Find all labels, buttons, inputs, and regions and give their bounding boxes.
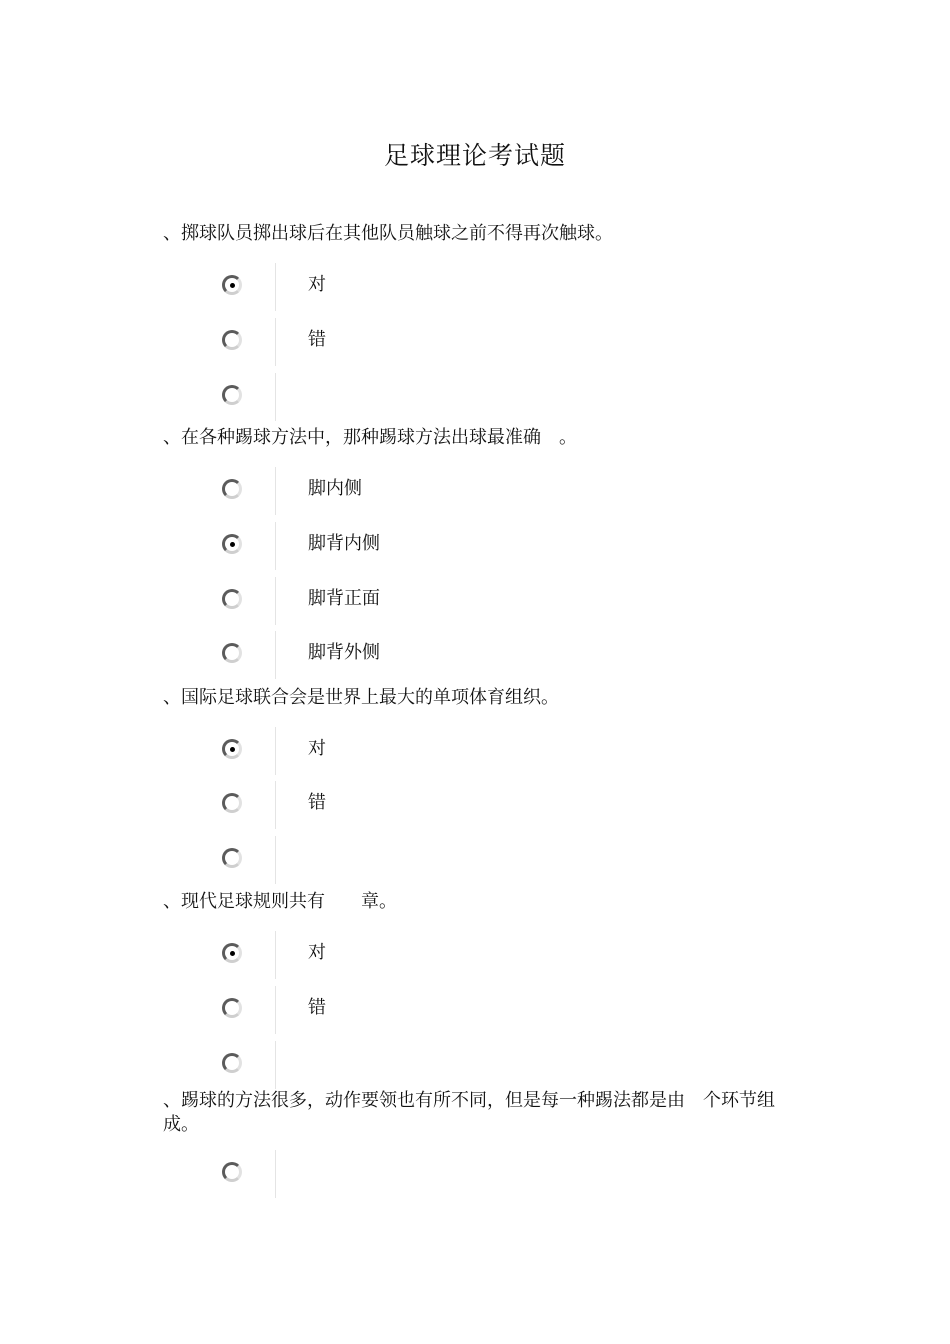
divider — [275, 986, 276, 1034]
radio-icon[interactable] — [222, 1053, 242, 1073]
question-1: 、掷球队员掷出球后在其他队员触球之前不得再次触球。 — [163, 223, 613, 244]
option-label: 错 — [308, 792, 326, 813]
question-3: 、国际足球联合会是世界上最大的单项体育组织。 — [163, 687, 559, 708]
radio-icon[interactable] — [222, 385, 242, 405]
radio-icon[interactable] — [222, 1162, 242, 1182]
divider — [275, 467, 276, 515]
radio-icon[interactable] — [222, 589, 242, 609]
divider — [275, 318, 276, 366]
q3-option-3[interactable] — [218, 836, 618, 884]
q2-option-4[interactable] — [218, 631, 618, 679]
q5-option-1[interactable] — [218, 1150, 618, 1198]
radio-checked-icon[interactable] — [222, 739, 242, 759]
divider — [275, 836, 276, 884]
divider — [275, 1041, 276, 1089]
divider — [275, 263, 276, 311]
option-label: 对 — [308, 738, 326, 759]
divider — [275, 522, 276, 570]
divider — [275, 577, 276, 625]
radio-icon[interactable] — [222, 643, 242, 663]
q1-option-1[interactable] — [218, 263, 618, 311]
divider — [275, 727, 276, 775]
divider — [275, 373, 276, 421]
radio-icon[interactable] — [222, 793, 242, 813]
option-label: 脚背正面 — [308, 588, 380, 609]
question-2: 、在各种踢球方法中，那种踢球方法出球最准确 。 — [163, 427, 577, 448]
q2-option-1[interactable] — [218, 467, 618, 515]
divider — [275, 931, 276, 979]
q4-option-1[interactable] — [218, 931, 618, 979]
radio-icon[interactable] — [222, 848, 242, 868]
divider — [275, 631, 276, 679]
q1-option-2[interactable] — [218, 318, 618, 366]
radio-icon[interactable] — [222, 330, 242, 350]
q1-option-3[interactable] — [218, 373, 618, 421]
option-label: 脚内侧 — [308, 478, 362, 499]
q2-option-2[interactable] — [218, 522, 618, 570]
q2-option-3[interactable] — [218, 577, 618, 625]
option-label: 错 — [308, 329, 326, 350]
question-4: 、现代足球规则共有 章。 — [163, 891, 397, 912]
option-label: 对 — [308, 274, 326, 295]
divider — [275, 1150, 276, 1198]
option-label: 脚背内侧 — [308, 533, 380, 554]
q4-option-2[interactable] — [218, 986, 618, 1034]
q4-option-3[interactable] — [218, 1041, 618, 1089]
page-title: 足球理论考试题 — [383, 141, 566, 170]
q3-option-2[interactable] — [218, 781, 618, 829]
divider — [275, 781, 276, 829]
option-label: 错 — [308, 997, 326, 1018]
radio-checked-icon[interactable] — [222, 275, 242, 295]
radio-icon[interactable] — [222, 998, 242, 1018]
radio-checked-icon[interactable] — [222, 534, 242, 554]
option-label: 脚背外侧 — [308, 642, 380, 663]
option-label: 对 — [308, 942, 326, 963]
radio-checked-icon[interactable] — [222, 943, 242, 963]
radio-icon[interactable] — [222, 479, 242, 499]
q3-option-1[interactable] — [218, 727, 618, 775]
question-5: 、踢球的方法很多，动作要领也有所不同，但是每一种踢法都是由 个环节组成。 — [163, 1090, 775, 1135]
